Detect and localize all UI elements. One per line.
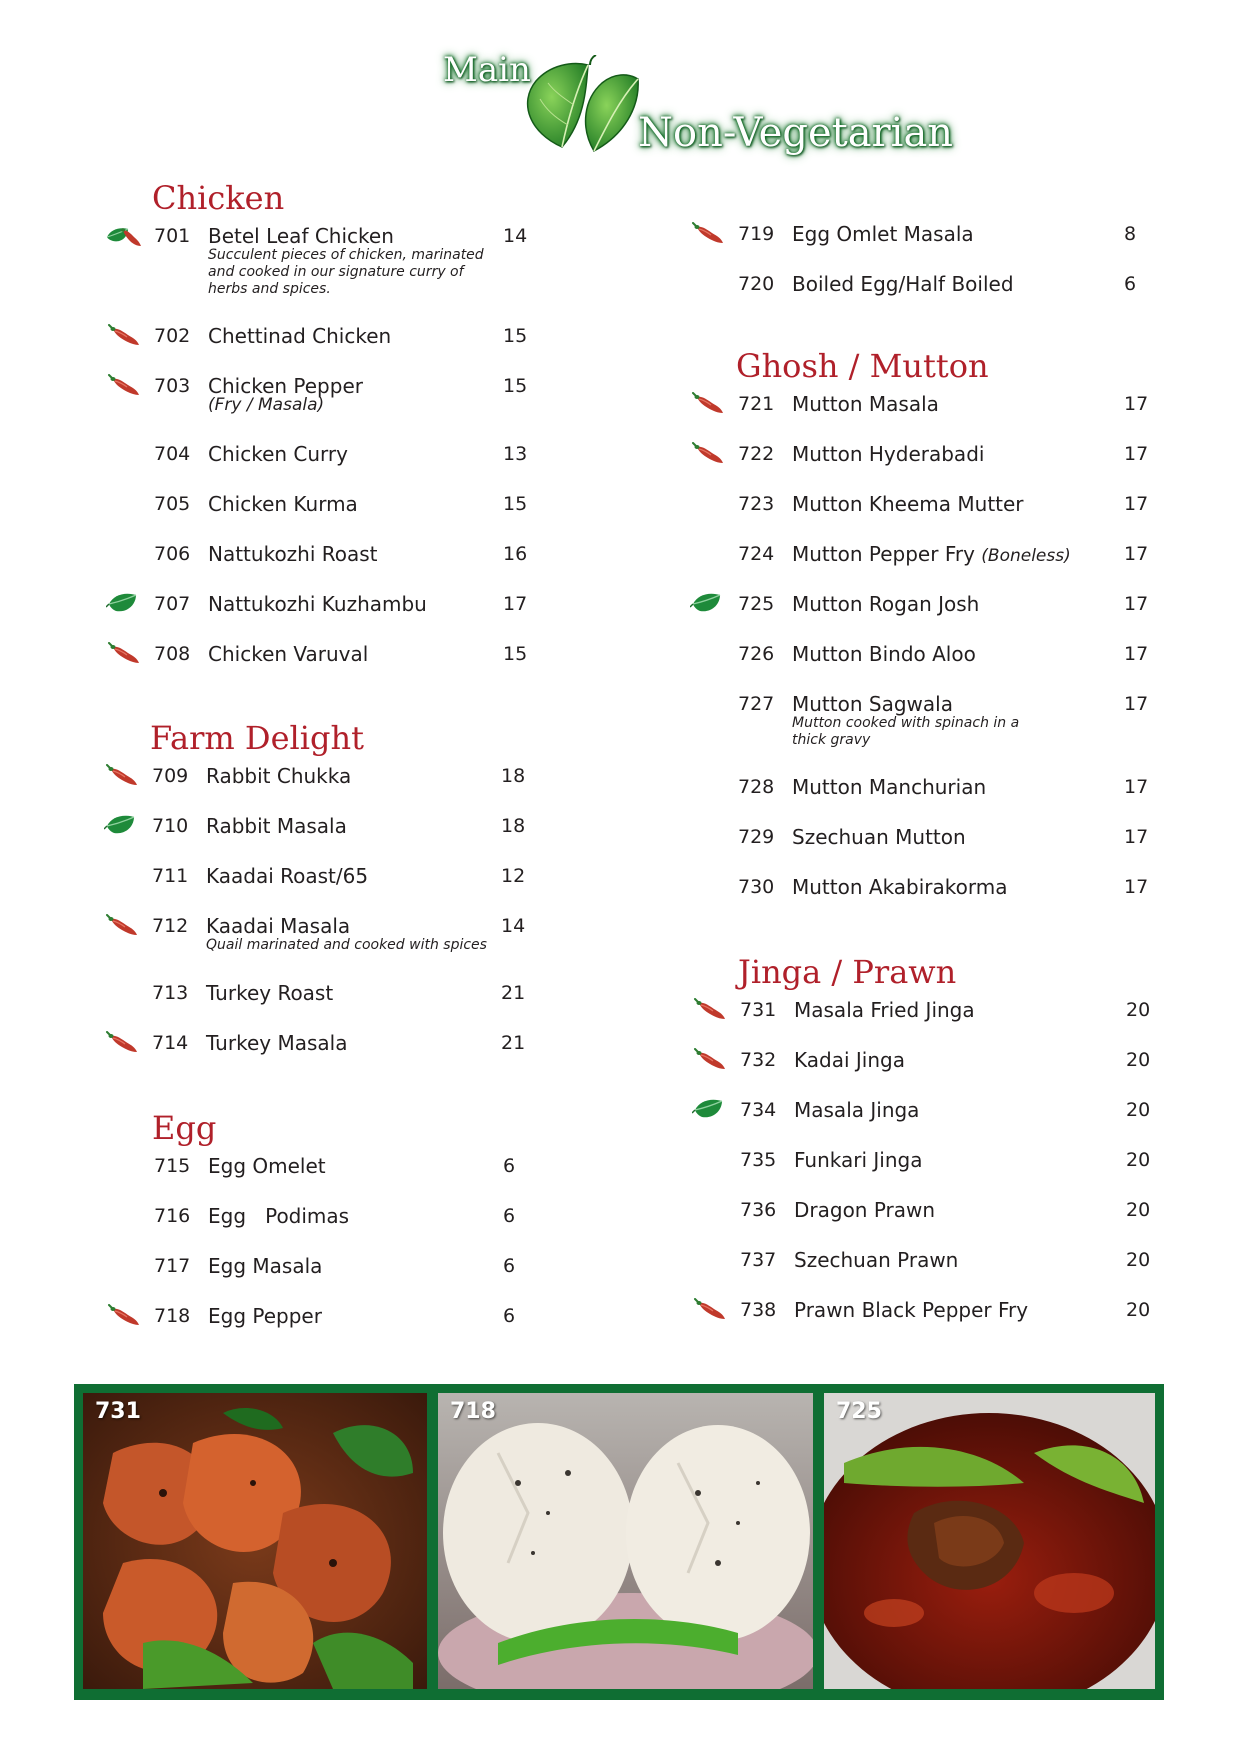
- item-number: 714: [152, 1032, 189, 1054]
- menu-item: [692, 492, 1192, 542]
- item-number: 711: [152, 865, 189, 887]
- item-price: 17: [503, 593, 528, 615]
- item-number: 706: [154, 543, 191, 565]
- item-description: Mutton cooked with spinach in a thick gravy: [792, 715, 1020, 748]
- menu-item: [108, 442, 608, 492]
- item-price: 17: [1124, 776, 1149, 798]
- item-number: 735: [740, 1149, 777, 1171]
- item-name: Mutton Masala: [792, 392, 939, 416]
- item-price: 6: [1124, 273, 1137, 295]
- item-price: 13: [503, 443, 528, 465]
- leaf-icon: [104, 814, 140, 838]
- item-name: Prawn Black Pepper Fry: [794, 1298, 1029, 1322]
- chili-icon: [692, 1048, 728, 1072]
- menu-item: [692, 592, 1192, 642]
- item-number: 731: [740, 999, 777, 1021]
- photo-label: 725: [836, 1399, 882, 1424]
- section-egg-continued: [692, 222, 1192, 322]
- chili-icon: [692, 1298, 728, 1322]
- item-price: 17: [1124, 693, 1149, 715]
- item-name: Egg Masala: [208, 1254, 323, 1278]
- chili-icon: [692, 998, 728, 1022]
- item-price: 12: [501, 865, 526, 887]
- item-price: 20: [1126, 1099, 1151, 1121]
- item-price: 20: [1126, 1199, 1151, 1221]
- item-description: Quail marinated and cooked with spices: [206, 937, 487, 953]
- item-name: Masala Fried Jinga: [794, 998, 975, 1022]
- menu-item: [108, 1204, 608, 1254]
- item-name: Chicken Curry: [208, 442, 348, 466]
- item-number: 717: [154, 1255, 191, 1277]
- item-price: 6: [503, 1205, 516, 1227]
- item-price: 20: [1126, 1299, 1151, 1321]
- menu-item: [692, 222, 1192, 272]
- menu-item: [108, 492, 608, 542]
- section-mutton: [692, 346, 1192, 925]
- item-name: Nattukozhi Kuzhambu: [208, 592, 427, 616]
- item-name: Betel Leaf Chicken: [208, 224, 394, 248]
- mutton-rogan-josh-photo: [824, 1393, 1155, 1689]
- item-number: 732: [740, 1049, 777, 1071]
- item-name: Mutton Manchurian: [792, 775, 987, 799]
- menu-item: [694, 1098, 1194, 1148]
- item-name: Chicken Pepper: [208, 374, 363, 398]
- item-price: 20: [1126, 1249, 1151, 1271]
- item-number: 728: [738, 776, 775, 798]
- item-name: Chettinad Chicken: [208, 324, 392, 348]
- item-name: Mutton Sagwala: [792, 692, 953, 716]
- menu-item: [108, 1254, 608, 1304]
- menu-item: [692, 875, 1192, 925]
- chili-icon: [690, 392, 726, 416]
- item-name: Chicken Kurma: [208, 492, 358, 516]
- menu-item: [692, 442, 1192, 492]
- item-name: Funkari Jinga: [794, 1148, 923, 1172]
- item-name: Chicken Varuval: [208, 642, 369, 666]
- item-number: 722: [738, 443, 775, 465]
- item-name: Kaadai Roast/65: [206, 864, 369, 888]
- menu-item: [108, 374, 608, 442]
- section-egg: [108, 1108, 608, 1354]
- menu-item: [108, 324, 608, 374]
- item-number: 713: [152, 982, 189, 1004]
- item-price: 15: [503, 643, 528, 665]
- section-title-egg: Egg: [152, 1109, 217, 1147]
- item-number: 705: [154, 493, 191, 515]
- betel-leaves-icon: [510, 55, 650, 155]
- item-name: Egg Podimas: [208, 1204, 350, 1228]
- item-name: Kaadai Masala: [206, 914, 351, 938]
- item-name: Mutton Hyderabadi: [792, 442, 985, 466]
- item-price: 20: [1126, 1049, 1151, 1071]
- item-name: Turkey Roast: [206, 981, 334, 1005]
- item-price: 17: [1124, 593, 1149, 615]
- leaf-icon: [692, 1098, 728, 1122]
- menu-item: [692, 392, 1192, 442]
- item-price: 20: [1126, 999, 1151, 1021]
- item-price: 17: [1124, 876, 1149, 898]
- menu-item: [694, 1248, 1194, 1298]
- menu-item: [106, 914, 606, 981]
- item-number: 730: [738, 876, 775, 898]
- item-price: 18: [501, 765, 526, 787]
- item-number: 715: [154, 1155, 191, 1177]
- item-number: 737: [740, 1249, 777, 1271]
- item-name: Mutton Kheema Mutter: [792, 492, 1024, 516]
- chili-icon: [104, 1031, 140, 1055]
- item-price: 17: [1124, 643, 1149, 665]
- item-number: 719: [738, 223, 775, 245]
- menu-item: [108, 224, 608, 324]
- item-price: 18: [501, 815, 526, 837]
- item-name: Mutton Bindo Aloo: [792, 642, 976, 666]
- item-price: 21: [501, 1032, 526, 1054]
- item-note: (Boneless): [981, 546, 1071, 566]
- menu-item: [692, 692, 1192, 775]
- item-number: 721: [738, 393, 775, 415]
- item-number: 712: [152, 915, 189, 937]
- menu-item: [108, 542, 608, 592]
- menu-item: [108, 642, 608, 692]
- item-number: 727: [738, 693, 775, 715]
- item-price: 6: [503, 1255, 516, 1277]
- menu-item: [106, 814, 606, 864]
- item-number: 707: [154, 593, 191, 615]
- item-price: 17: [1124, 543, 1149, 565]
- item-number: 725: [738, 593, 775, 615]
- item-price: 15: [503, 493, 528, 515]
- leaf-icon: [106, 592, 142, 616]
- item-number: 734: [740, 1099, 777, 1121]
- menu-item: [694, 1148, 1194, 1198]
- item-number: 709: [152, 765, 189, 787]
- chili-icon: [690, 442, 726, 466]
- menu-item: [108, 592, 608, 642]
- item-price: 15: [503, 325, 528, 347]
- menu-item: [106, 981, 606, 1031]
- section-prawn: [694, 952, 1194, 1348]
- item-price: 16: [503, 543, 528, 565]
- item-price: 14: [501, 915, 526, 937]
- item-name: Masala Jinga: [794, 1098, 920, 1122]
- item-number: 710: [152, 815, 189, 837]
- item-number: 738: [740, 1299, 777, 1321]
- item-number: 723: [738, 493, 775, 515]
- menu-item: [694, 1298, 1194, 1348]
- item-price: 6: [503, 1305, 516, 1327]
- item-number: 726: [738, 643, 775, 665]
- photo-label: 731: [95, 1399, 141, 1424]
- item-name: Boiled Egg/Half Boiled: [792, 272, 1014, 296]
- item-price: 20: [1126, 1149, 1151, 1171]
- menu-item: [108, 1154, 608, 1204]
- item-name-with-note: [792, 542, 1071, 568]
- item-price: 6: [503, 1155, 516, 1177]
- section-chicken: [108, 178, 608, 692]
- menu-item: [694, 1048, 1194, 1098]
- menu-item: [106, 1031, 606, 1081]
- item-number: 718: [154, 1305, 191, 1327]
- chili-icon: [104, 764, 140, 788]
- item-number: 702: [154, 325, 191, 347]
- menu-item: [106, 864, 606, 914]
- item-number: 729: [738, 826, 775, 848]
- chili-icon: [106, 642, 142, 666]
- item-number: 701: [154, 225, 191, 247]
- menu-item: [692, 775, 1192, 825]
- item-name: Kadai Jinga: [794, 1048, 905, 1072]
- menu-item: [692, 542, 1192, 592]
- item-name: Mutton Akabirakorma: [792, 875, 1008, 899]
- item-name: Turkey Masala: [206, 1031, 348, 1055]
- item-price: 17: [1124, 826, 1149, 848]
- section-farm-delight: [106, 718, 606, 1081]
- menu-item: [692, 272, 1192, 322]
- masala-fried-jinga-photo: [83, 1393, 427, 1689]
- item-number: 703: [154, 375, 191, 397]
- section-title-mutton: Ghosh / Mutton: [736, 347, 989, 385]
- item-price: 14: [503, 225, 528, 247]
- item-name: Mutton Pepper Fry: [792, 542, 975, 566]
- photo-label: 718: [450, 1399, 496, 1424]
- item-note: (Fry / Masala): [208, 395, 325, 415]
- chili-icon: [104, 914, 140, 938]
- item-name: Mutton Rogan Josh: [792, 592, 980, 616]
- item-price: 17: [1124, 443, 1149, 465]
- item-name: Rabbit Masala: [206, 814, 347, 838]
- chili-icon: [690, 222, 726, 246]
- item-price: 17: [1124, 393, 1149, 415]
- item-number: 708: [154, 643, 191, 665]
- header-subtitle: Non-Vegetarian: [638, 110, 954, 156]
- item-price: 15: [503, 375, 528, 397]
- section-title-farm-delight: Farm Delight: [150, 719, 364, 757]
- item-number: 724: [738, 543, 775, 565]
- item-price: 17: [1124, 493, 1149, 515]
- egg-pepper-photo: [438, 1393, 813, 1689]
- menu-item: [694, 1198, 1194, 1248]
- item-name: Rabbit Chukka: [206, 764, 352, 788]
- section-title-prawn: Jinga / Prawn: [738, 953, 957, 991]
- item-name: Szechuan Mutton: [792, 825, 966, 849]
- menu-item: [106, 764, 606, 814]
- chili-icon: [106, 1304, 142, 1328]
- item-name: Dragon Prawn: [794, 1198, 936, 1222]
- item-price: 8: [1124, 223, 1137, 245]
- menu-item: [108, 1304, 608, 1354]
- menu-item: [694, 998, 1194, 1048]
- item-number: 716: [154, 1205, 191, 1227]
- chili-icon: [106, 324, 142, 348]
- leaf-icon: [690, 592, 726, 616]
- menu-item: [692, 642, 1192, 692]
- item-name: Szechuan Prawn: [794, 1248, 959, 1272]
- section-title-chicken: Chicken: [152, 179, 285, 217]
- item-number: 720: [738, 273, 775, 295]
- photo-strip: [74, 1384, 1164, 1700]
- leaf-and-chili-icon: [106, 224, 142, 248]
- item-name: Nattukozhi Roast: [208, 542, 378, 566]
- item-description: Succulent pieces of chicken, marinated and cooked in our signature curry of herbs and spices.: [208, 247, 484, 297]
- item-name: Egg Omelet: [208, 1154, 326, 1178]
- header-main-title: Main: [443, 50, 531, 90]
- menu-item: [692, 825, 1192, 875]
- item-name: Egg Pepper: [208, 1304, 322, 1328]
- item-number: 736: [740, 1199, 777, 1221]
- item-name: Egg Omlet Masala: [792, 222, 974, 246]
- item-number: 704: [154, 443, 191, 465]
- item-price: 21: [501, 982, 526, 1004]
- chili-icon: [106, 374, 142, 398]
